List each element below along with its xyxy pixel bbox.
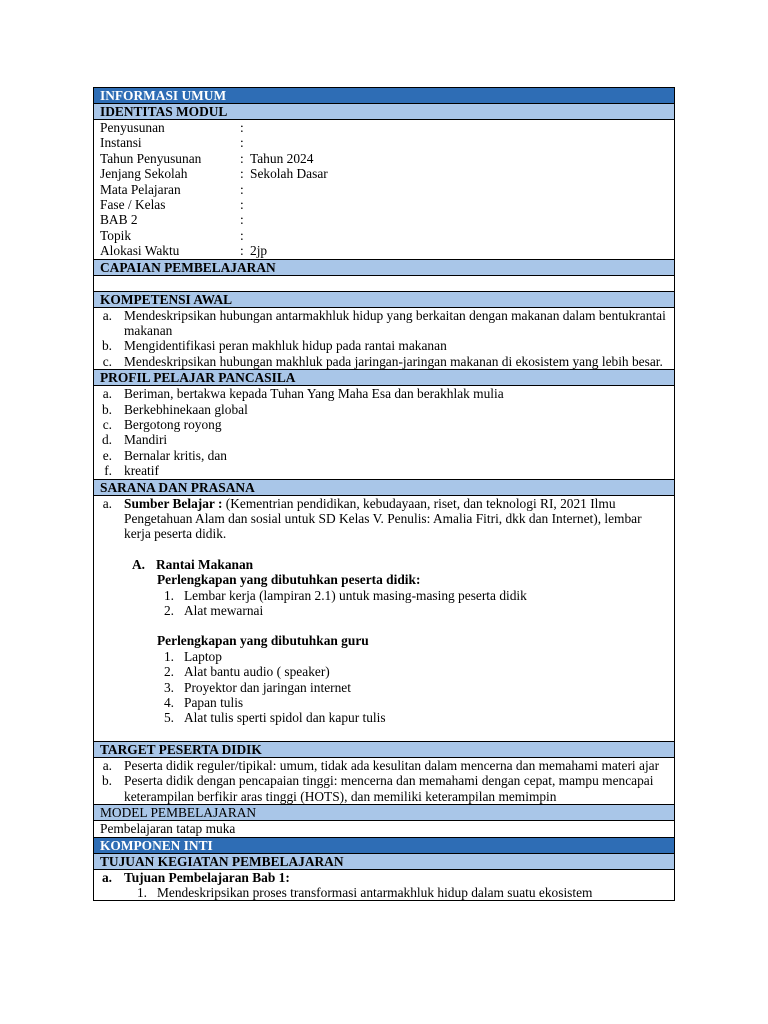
identitas-row	[100, 166, 668, 181]
list-text: Bergotong royong	[124, 416, 222, 432]
list-marker: d.	[101, 432, 112, 448]
list-item	[157, 710, 668, 725]
list-text: Bernalar kritis, dan	[124, 447, 227, 463]
section-informasi-umum: INFORMASI UMUM	[94, 88, 674, 104]
list-number: 1.	[136, 885, 147, 901]
list-marker: c.	[102, 416, 112, 432]
identitas-value	[250, 228, 668, 243]
list-marker: a.	[102, 307, 112, 323]
identitas-row	[100, 212, 668, 227]
identitas-sep: :	[240, 212, 244, 228]
list-text: Alat mewarnai	[184, 603, 264, 619]
identitas-row	[100, 151, 668, 166]
list-marker: b.	[101, 338, 112, 354]
subsection-title: Rantai Makanan	[156, 556, 254, 572]
identitas-value: 2jp	[250, 243, 268, 259]
identitas-row	[100, 120, 668, 135]
identitas-row	[100, 228, 668, 243]
section-target: TARGET PESERTA DIDIK	[94, 742, 674, 758]
sarana-body	[94, 496, 674, 742]
list-text: Alat tulis sperti spidol dan kapur tulis	[184, 710, 386, 726]
list-item	[130, 885, 668, 900]
list-item	[100, 463, 668, 478]
identitas-row	[100, 182, 668, 197]
list-text: Proyektor dan jaringan internet	[184, 679, 351, 695]
list-item	[100, 448, 668, 463]
identitas-row	[100, 197, 668, 212]
list-item	[100, 386, 668, 401]
profil-list	[94, 386, 674, 479]
list-item	[157, 695, 668, 710]
list-text: Beriman, bertakwa kepada Tuhan Yang Maha Esa dan berakhlak mulia	[124, 386, 504, 402]
list-item	[100, 338, 668, 353]
list-item	[100, 402, 668, 417]
identitas-key: Tahun Penyusunan	[100, 150, 202, 166]
list-item	[157, 588, 668, 603]
list-marker: c.	[102, 353, 112, 369]
identitas-sep: :	[240, 120, 244, 135]
identitas-value	[250, 182, 668, 197]
list-item	[100, 773, 668, 804]
identitas-sep: :	[240, 227, 244, 243]
list-text: Laptop	[184, 648, 222, 664]
identitas-value: Sekolah Dasar	[250, 166, 328, 182]
section-sarana: SARANA DAN PRASANA	[94, 480, 674, 496]
identitas-sep: :	[240, 181, 244, 197]
identitas-value	[250, 120, 668, 135]
sumber-belajar-value: (Kementrian pendidikan, kebudayaan, riset, dan teknologi RI, 2021 Ilmu Pengetahuan Alam dan sosial untuk SD Kelas V. Penulis: Amalia Fitri, dkk dan Internet), lembar kerja peserta didik.	[124, 495, 642, 542]
sumber-belajar-label: Sumber Belajar :	[124, 495, 223, 511]
identitas-value: Tahun 2024	[250, 150, 314, 166]
list-text: Mendeskripsikan hubungan makhluk pada jaringan-jaringan makanan di ekosistem yang lebih besar.	[124, 353, 663, 369]
identitas-value	[250, 197, 668, 212]
target-list	[94, 758, 674, 805]
identitas-key: Instansi	[100, 135, 142, 151]
subsection-heading	[132, 557, 668, 572]
identitas-key: Mata Pelajaran	[100, 181, 181, 197]
list-text: Berkebhinekaan global	[124, 401, 248, 417]
module-document	[93, 87, 675, 901]
list-number: 5.	[163, 710, 174, 726]
list-marker: f.	[104, 463, 112, 479]
section-kompetensi-awal: KOMPETENSI AWAL	[94, 292, 674, 308]
list-item	[100, 432, 668, 447]
list-text: Papan tulis	[184, 695, 244, 711]
list-item	[157, 603, 668, 618]
identitas-key: Alokasi Waktu	[100, 243, 180, 259]
list-number: 4.	[163, 695, 174, 711]
list-number: 3.	[163, 679, 174, 695]
list-item	[157, 664, 668, 679]
list-item	[100, 417, 668, 432]
list-text: Lembar kerja (lampiran 2.1) untuk masing-masing peserta didik	[184, 587, 527, 603]
identitas-sep: :	[240, 150, 244, 166]
list-text: Mengidentifikasi peran makhluk hidup pada rantai makanan	[124, 338, 447, 354]
list-item	[100, 308, 668, 339]
identitas-table	[94, 120, 674, 260]
list-text: Mendeskripsikan proses transformasi antarmakhluk hidup dalam suatu ekosistem	[157, 885, 593, 901]
identitas-sep: :	[240, 196, 244, 212]
list-item	[157, 649, 668, 664]
section-capaian: CAPAIAN PEMBELAJARAN	[94, 260, 674, 276]
list-item	[100, 354, 668, 369]
section-tujuan-kegiatan: TUJUAN KEGIATAN PEMBELAJARAN	[94, 854, 674, 870]
section-komponen-inti: KOMPONEN INTI	[94, 838, 674, 854]
tujuan-title: Tujuan Pembelajaran Bab 1:	[124, 869, 290, 885]
section-model: MODEL PEMBELAJARAN	[94, 805, 674, 821]
list-text: Peserta didik dengan pencapaian tinggi: mencerna dan memahami dengan cepat, mampu mencapai keterampilan berfikir aras tinggi (HOTS), dan memiliki keterampilan memimpin	[124, 773, 654, 804]
identitas-key: Penyusunan	[100, 120, 165, 135]
identitas-key: BAB 2	[100, 212, 138, 228]
tujuan-heading	[100, 870, 668, 885]
list-marker: b.	[101, 401, 112, 417]
list-marker: a.	[101, 869, 112, 885]
list-marker: e.	[102, 447, 112, 463]
list-number: 2.	[163, 664, 174, 680]
identitas-sep: :	[240, 243, 244, 259]
sumber-belajar-text	[124, 496, 668, 542]
list-text: Mandiri	[124, 432, 168, 448]
list-marker: a.	[102, 386, 112, 402]
list-text: Alat bantu audio ( speaker)	[184, 664, 330, 680]
section-profil-pancasila: PROFIL PELAJAR PANCASILA	[94, 370, 674, 386]
list-number: 1.	[163, 648, 174, 664]
subsection-marker: A.	[132, 556, 146, 572]
identitas-key: Fase / Kelas	[100, 196, 166, 212]
list-number: 2.	[163, 603, 174, 619]
identitas-sep: :	[240, 135, 244, 151]
identitas-row	[100, 135, 668, 150]
list-item	[157, 680, 668, 695]
identitas-value	[250, 212, 668, 227]
capaian-body	[94, 276, 674, 292]
kompetensi-list	[94, 308, 674, 371]
identitas-row	[100, 243, 668, 258]
identitas-key: Topik	[100, 227, 132, 243]
perlengkapan-siswa-heading: Perlengkapan yang dibutuhkan peserta didik:	[157, 572, 421, 588]
model-body: Pembelajaran tatap muka	[94, 821, 674, 837]
list-number: 1.	[163, 587, 174, 603]
list-text: Mendeskripsikan hubungan antarmakhluk hidup yang berkaitan dengan makanan dalam bentukrantai makanan	[124, 307, 666, 338]
perlengkapan-guru-heading: Perlengkapan yang dibutuhkan guru	[157, 633, 369, 649]
list-marker: a.	[102, 757, 112, 773]
identitas-sep: :	[240, 166, 244, 182]
list-text: kreatif	[124, 463, 159, 479]
list-text: Peserta didik reguler/tipikal: umum, tidak ada kesulitan dalam mencerna dan memahami materi ajar	[124, 757, 660, 773]
sumber-belajar-item	[100, 496, 668, 542]
list-item	[100, 758, 668, 773]
identitas-key: Jenjang Sekolah	[100, 166, 188, 182]
tujuan-body	[94, 870, 674, 901]
identitas-value	[250, 135, 668, 150]
section-identitas-modul: IDENTITAS MODUL	[94, 104, 674, 120]
list-marker: b.	[101, 773, 112, 789]
list-marker: a.	[102, 495, 112, 511]
